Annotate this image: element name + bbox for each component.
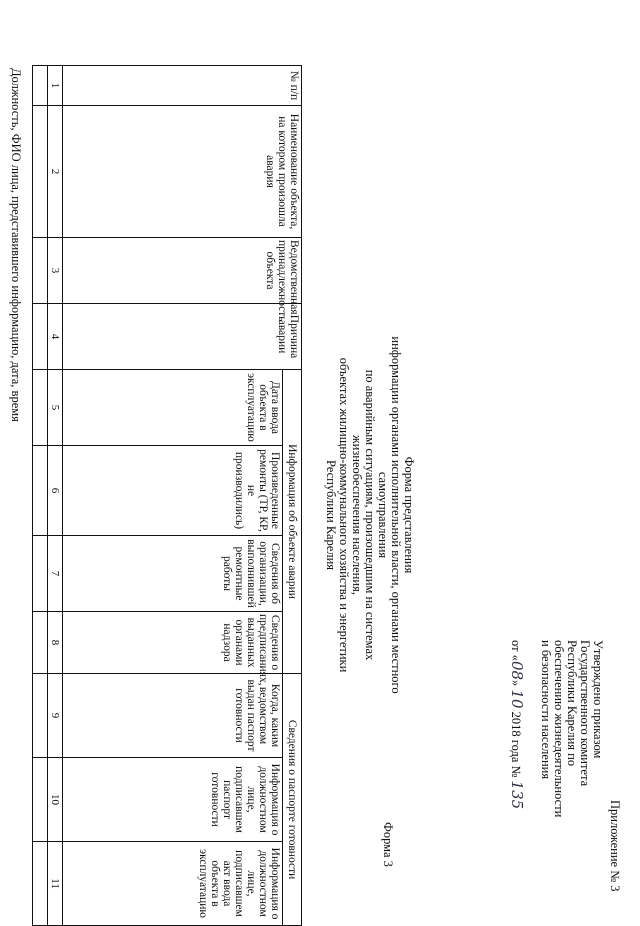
empty-cell — [33, 536, 48, 612]
empty-cell — [33, 304, 48, 370]
handwritten-order-number: 135 — [508, 780, 526, 810]
column-number: 5 — [48, 370, 63, 446]
column-number: 6 — [48, 446, 63, 536]
column-number: 4 — [48, 304, 63, 370]
column-number-row — [48, 66, 63, 926]
column-number: 3 — [48, 238, 63, 304]
title-line-3: по аварийным ситуациям, произошедшим на системах жизнеобеспечения населения, — [350, 369, 377, 661]
empty-cell — [33, 370, 48, 446]
empty-cell — [33, 758, 48, 842]
header-cell: Информация о должностном лице, подписавшем акт ввода объекта в эксплуатацию — [63, 842, 283, 926]
column-number: 9 — [48, 674, 63, 758]
date-year-text: 2018 года № — [509, 711, 523, 778]
column-number: 11 — [48, 842, 63, 926]
column-number: 10 — [48, 758, 63, 842]
header-cell: Причина аварии — [63, 304, 302, 370]
handwritten-day: 08 — [508, 660, 526, 681]
column-number: 1 — [48, 66, 63, 106]
empty-cell — [33, 674, 48, 758]
header-cell: Дата ввода объекта в эксплуатацию — [63, 370, 283, 446]
empty-cell — [33, 238, 48, 304]
column-number: 2 — [48, 106, 63, 238]
form-title — [324, 330, 415, 700]
footer-signature-line: Должность, ФИО лица, представившего информацию, дата, время — [9, 68, 23, 422]
approval-line-1: Утверждено приказом — [591, 640, 605, 759]
approval-line-5: и безопасности населения — [539, 640, 553, 780]
accident-report-table — [32, 65, 302, 926]
approval-line-2: Государственного комитета — [578, 640, 592, 787]
date-prefix: от « — [509, 640, 523, 661]
header-cell: Когда, каким ведомством выдан паспорт готовности — [63, 674, 283, 758]
header-cell: Наименование объекта, на котором произошла авария — [63, 106, 302, 238]
approval-date-line — [508, 640, 526, 817]
header-cell: № п/п — [63, 66, 302, 106]
empty-data-row — [33, 66, 48, 926]
handwritten-month: 10 — [508, 689, 526, 709]
date-separator: » — [509, 680, 523, 687]
approval-block — [509, 640, 604, 817]
header-cell: Произведенные ремонты (ТР, КР, не производились) — [63, 446, 283, 536]
header-row-1 — [283, 66, 302, 926]
empty-cell — [33, 106, 48, 238]
header-cell: Ведомственная принадлежность объекта — [63, 238, 302, 304]
header-cell: Информация о должностном лице, подписавшем паспорт готовности — [63, 758, 283, 842]
approval-line-3: Республики Карелия по — [565, 640, 579, 767]
title-line-2: информации органами исполнительной власти, органами местного самоуправления — [376, 336, 403, 694]
appendix-label: Приложение № 3 — [608, 800, 622, 892]
header-cell: Сведения об организации, выполнившей ремонтные работы — [63, 536, 283, 612]
column-number: 7 — [48, 536, 63, 612]
column-number: 8 — [48, 612, 63, 674]
title-line-5: Республики Карелия — [324, 459, 338, 571]
empty-cell — [33, 446, 48, 536]
title-line-4: объектах жилищно-коммунального хозяйства и энергетики — [337, 357, 351, 673]
form-number: Форма 3 — [381, 822, 395, 867]
title-line-1: Форма представления — [402, 456, 416, 574]
approval-line-4: обеспечению жизнедеятельности — [552, 640, 566, 818]
header-cell: Сведения о предписаниях, выданных органами надзора — [63, 612, 283, 674]
header-group-object: Информация об объекте аварии — [283, 370, 302, 674]
empty-cell — [33, 66, 48, 106]
empty-cell — [33, 612, 48, 674]
empty-cell — [33, 842, 48, 926]
header-group-passport: Сведения о паспорте готовности — [283, 674, 302, 926]
